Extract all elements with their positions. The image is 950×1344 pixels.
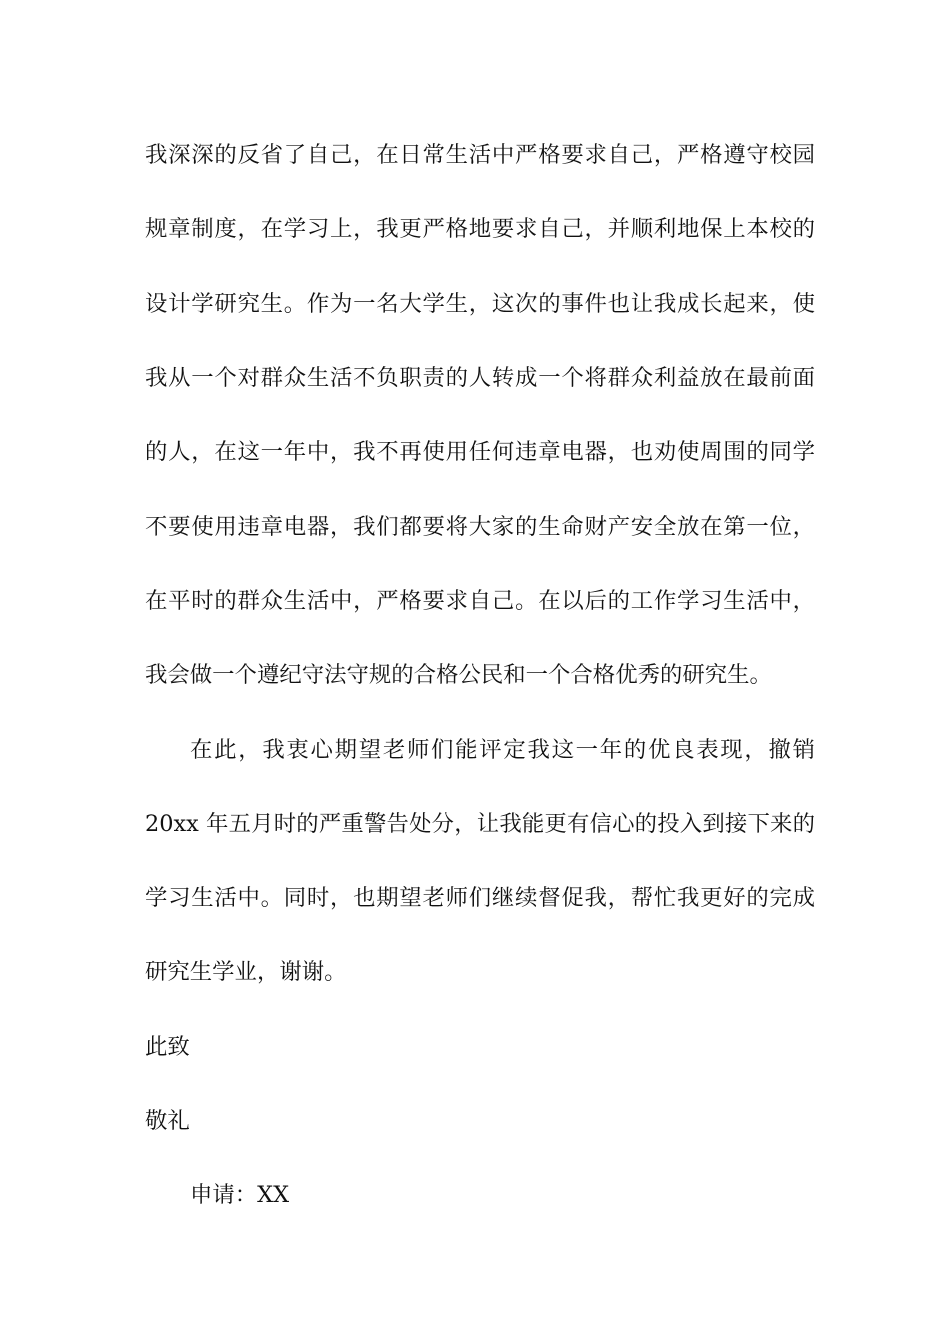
paragraph-line: 的人，在这一年中，我不再使用任何违章电器，也劝使周围的同学 xyxy=(145,439,815,465)
paragraph-line: 不要使用违章电器，我们都要将大家的生命财产安全放在第一位， xyxy=(145,514,815,540)
paragraph-line: 研究生学业，谢谢。 xyxy=(145,959,347,985)
paragraph-line: 在平时的群众生活中，严格要求自己。在以后的工作学习生活中， xyxy=(145,588,815,614)
closing-regards: 敬礼 xyxy=(145,1108,190,1134)
paragraph-line: 我深深的反省了自己，在日常生活中严格要求自己，严格遵守校园 xyxy=(145,142,815,168)
applicant-signature: 申请：XX xyxy=(190,1182,290,1208)
paragraph-line: 设计学研究生。作为一名大学生，这次的事件也让我成长起来，使 xyxy=(145,291,815,317)
paragraph-line: 我会做一个遵纪守法守规的合格公民和一个合格优秀的研究生。 xyxy=(145,662,772,688)
paragraph-line: 规章制度，在学习上，我更严格地要求自己，并顺利地保上本校的 xyxy=(145,216,815,242)
paragraph-line-indented: 在此，我衷心期望老师们能评定我这一年的优良表现，撤销 xyxy=(190,737,815,763)
paragraph-line: 学习生活中。同时，也期望老师们继续督促我，帮忙我更好的完成 xyxy=(145,885,815,911)
closing-salutation: 此致 xyxy=(145,1034,190,1060)
paragraph-line: 我从一个对群众生活不负职责的人转成一个将群众利益放在最前面 xyxy=(145,365,815,391)
paragraph-line: 20xx 年五月时的严重警告处分，让我能更有信心的投入到接下来的 xyxy=(145,811,815,837)
